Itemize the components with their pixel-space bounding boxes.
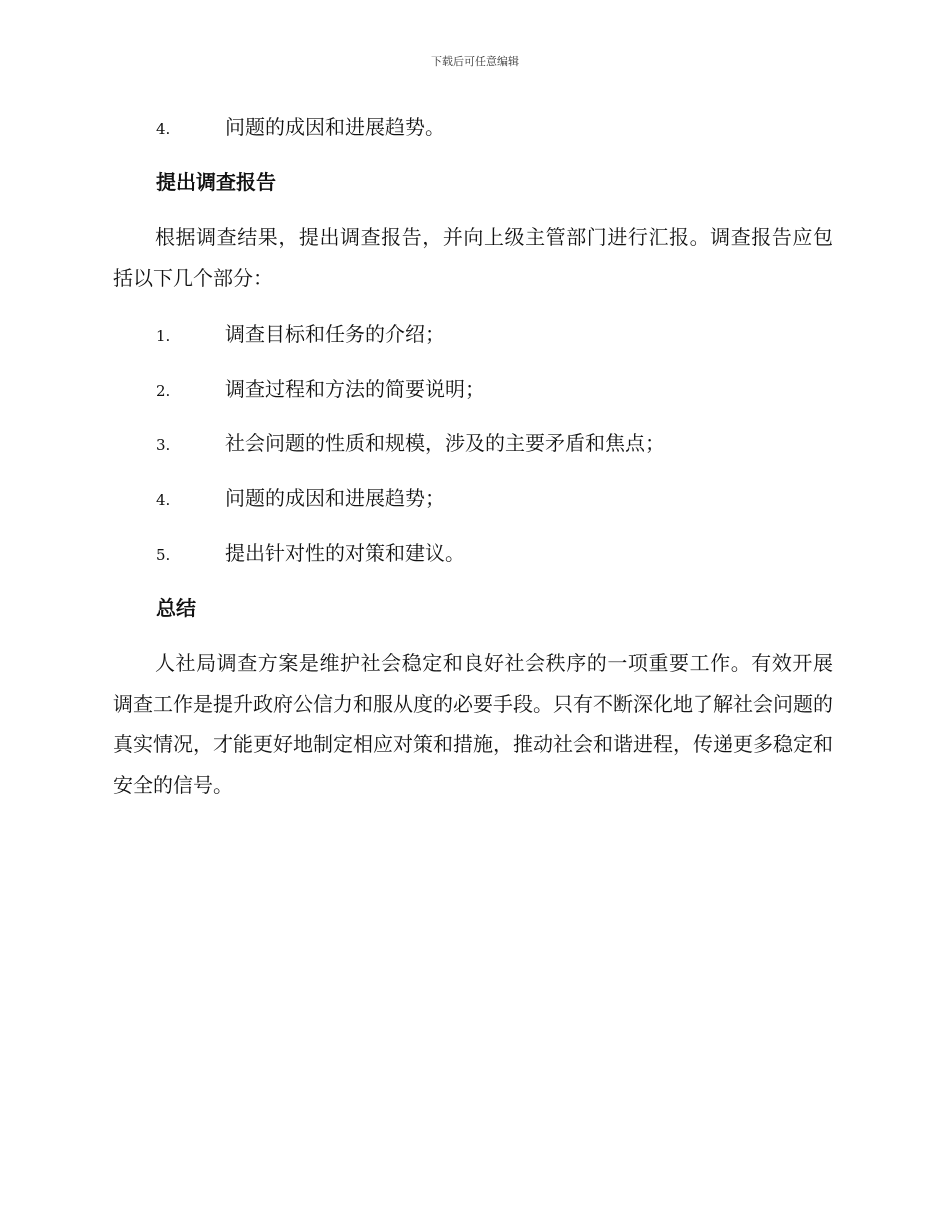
list-item: [156, 375, 485, 405]
list-number: 4.: [156, 491, 171, 509]
list-text: 社会问题的性质和规模，涉及的主要矛盾和焦点；: [225, 431, 665, 455]
list-number: 5.: [156, 546, 171, 564]
list-text: 问题的成因和进展趋势；: [225, 486, 445, 510]
list-text: 调查过程和方法的简要说明；: [225, 377, 485, 401]
list-number: 3.: [156, 436, 171, 454]
list-number: 4.: [156, 120, 171, 138]
section-heading-report: 提出调查报告: [156, 170, 276, 194]
list-text: 调查目标和任务的介绍；: [225, 322, 445, 346]
page-header: 下载后可任意编辑: [431, 55, 519, 68]
list-text: 提出针对性的对策和建议。: [225, 541, 465, 565]
section-heading-summary: 总结: [156, 596, 196, 620]
list-number: 1.: [156, 327, 171, 345]
section-paragraph-summary: 人社局调查方案是维护社会稳定和良好社会秩序的一项重要工作。有效开展调查工作是提升政府公信力和服从度的必要手段。只有不断深化地了解社会问题的真实情况，才能更好地制定相应对策和措施，推动社会和谐进程，传递更多稳定和安全的信号。: [113, 651, 833, 797]
list-text: 问题的成因和进展趋势。: [225, 115, 445, 139]
section-paragraph-report: 根据调查结果，提出调查报告，并向上级主管部门进行汇报。调查报告应包括以下几个部分：: [113, 225, 833, 290]
list-item: [156, 320, 445, 350]
list-item: [156, 429, 665, 459]
list-item: [156, 113, 445, 143]
list-item: [156, 484, 445, 514]
list-item: [156, 539, 465, 569]
list-number: 2.: [156, 382, 171, 400]
